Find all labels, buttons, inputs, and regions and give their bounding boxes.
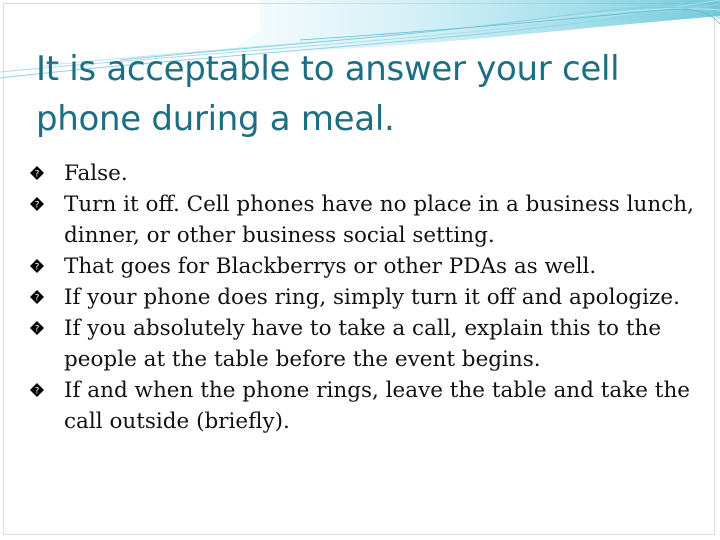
svg-text:?: ?	[34, 169, 40, 180]
missing-glyph-icon	[30, 166, 44, 180]
bullet-item	[30, 282, 700, 313]
bullet-item	[30, 158, 700, 189]
missing-glyph-icon	[30, 383, 44, 397]
bullet-text: If you absolutely have to take a call, explain this to the people at the table before the event begins.	[64, 316, 662, 372]
svg-text:?: ?	[34, 262, 40, 273]
svg-text:?: ?	[34, 293, 40, 304]
bullet-item	[30, 189, 700, 251]
bullet-item	[30, 375, 700, 437]
bullet-text: If your phone does ring, simply turn it off and apologize.	[64, 285, 680, 310]
bullet-list	[30, 158, 700, 437]
bullet-item	[30, 313, 700, 375]
missing-glyph-icon	[30, 290, 44, 304]
svg-text:?: ?	[34, 200, 40, 211]
slide-title: It is acceptable to answer your cell phone during a meal.	[36, 49, 620, 139]
missing-glyph-icon	[30, 197, 44, 211]
bullet-text: If and when the phone rings, leave the table and take the call outside (briefly).	[64, 378, 691, 434]
bullet-item	[30, 251, 700, 282]
bullet-text: That goes for Blackberrys or other PDAs as well.	[64, 254, 597, 279]
svg-text:?: ?	[34, 386, 40, 397]
missing-glyph-icon	[30, 259, 44, 273]
svg-text:?: ?	[34, 324, 40, 335]
bullet-text: False.	[64, 161, 128, 186]
bullet-text: Turn it off. Cell phones have no place in a business lunch, dinner, or other business social setting.	[64, 192, 694, 248]
missing-glyph-icon	[30, 321, 44, 335]
